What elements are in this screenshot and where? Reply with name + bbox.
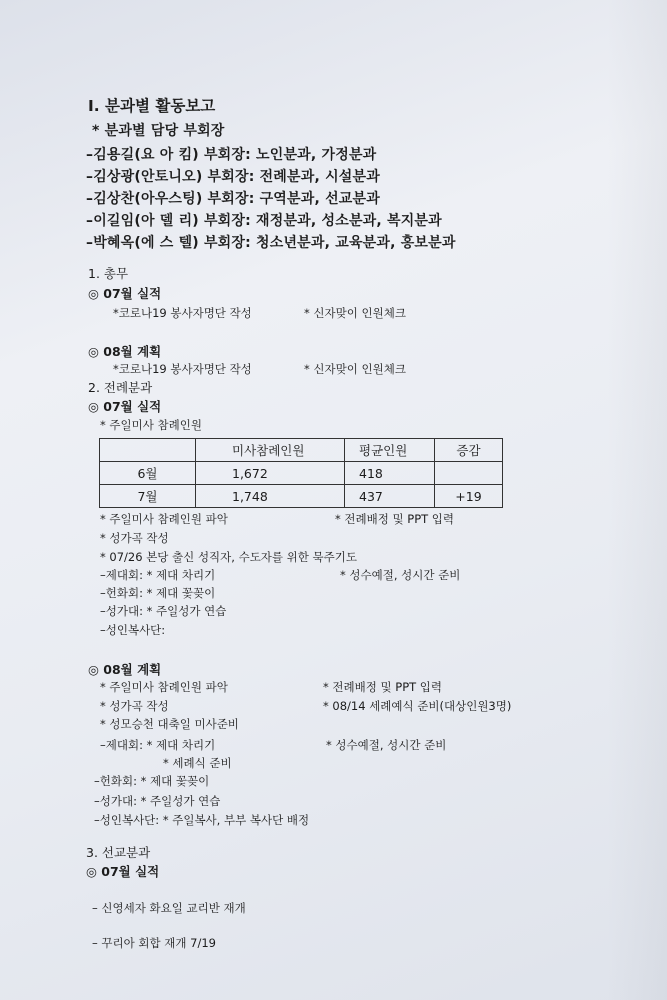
table-cell: 7월 xyxy=(100,485,196,508)
mission-item: – 꾸리아 회합 재개 7/19 xyxy=(92,936,216,950)
section-title: Ⅰ. 분과별 활동보고 xyxy=(88,97,216,115)
liturgy-aug-item: * 08/14 세례예식 준비(대상인원3명) xyxy=(323,699,512,713)
table-cell xyxy=(435,462,503,485)
general-aug-item: *코로나19 봉사자명단 작성 xyxy=(113,362,252,376)
table-row xyxy=(100,462,503,485)
liturgy-aug-item: * 세례식 준비 xyxy=(163,756,232,770)
table-cell: 1,748 xyxy=(196,485,345,508)
mission-item: – 신영세자 화요일 교리반 재개 xyxy=(92,901,246,915)
liturgy-july-item: * 07/26 본당 출신 성직자, 수도자를 위한 묵주기도 xyxy=(100,550,357,564)
liturgy-aug-item: –제대회: * 제대 차리기 xyxy=(100,738,216,752)
page-shadow xyxy=(607,0,667,1000)
table-header-cell: 증감 xyxy=(435,439,503,462)
liturgy-heading: 2. 전례분과 xyxy=(88,380,153,395)
table-cell: 1,672 xyxy=(196,462,345,485)
liturgy-july-item: –성가대: * 주일성가 연습 xyxy=(100,604,227,618)
liturgy-july-item: * 성가곡 작성 xyxy=(100,531,169,545)
liturgy-july-item: * 주일미사 참례인원 파악 xyxy=(100,512,228,526)
table-cell: 418 xyxy=(345,462,435,485)
officer-line: –김상광(안토니오) 부회장: 전례분과, 시설분과 xyxy=(86,169,380,185)
officers-subtitle: * 분과별 담당 부회장 xyxy=(92,123,225,139)
table-cell: 6월 xyxy=(100,462,196,485)
table-header-cell: 미사참례인원 xyxy=(196,439,345,462)
attendance-label: * 주일미사 참례인원 xyxy=(100,418,202,432)
liturgy-aug-item: * 성모승천 대축일 미사준비 xyxy=(100,717,239,731)
table-header-cell: 평균인원 xyxy=(345,439,435,462)
table-cell: 437 xyxy=(345,485,435,508)
general-july-item: * 신자맞이 인원체크 xyxy=(304,306,406,320)
officer-line: –김상찬(아우스팅) 부회장: 구역분과, 선교분과 xyxy=(86,191,380,207)
liturgy-july-item: * 전례배정 및 PPT 입력 xyxy=(335,512,455,526)
liturgy-aug-item: –헌화회: * 제대 꽃꽂이 xyxy=(94,774,210,788)
attendance-table xyxy=(99,438,503,508)
mission-july-heading: ◎ 07월 실적 xyxy=(86,864,160,879)
table-header-row xyxy=(100,439,503,462)
general-july-heading: ◎ 07월 실적 xyxy=(88,286,162,301)
liturgy-aug-item: * 전례배정 및 PPT 입력 xyxy=(323,680,443,694)
liturgy-july-item: –성인복사단: xyxy=(100,623,166,637)
liturgy-aug-heading: ◎ 08월 계획 xyxy=(88,662,162,677)
general-july-item: *코로나19 봉사자명단 작성 xyxy=(113,306,252,320)
mission-heading: 3. 선교분과 xyxy=(86,845,151,860)
general-aug-heading: ◎ 08월 계획 xyxy=(88,344,162,359)
general-heading: 1. 총무 xyxy=(88,266,129,281)
table-cell: +19 xyxy=(435,485,503,508)
liturgy-july-item: –제대회: * 제대 차리기 xyxy=(100,568,216,582)
officer-line: –김용길(요 아 킴) 부회장: 노인분과, 가정분과 xyxy=(86,147,377,163)
table-row xyxy=(100,485,503,508)
liturgy-aug-item: –성인복사단: * 주일복사, 부부 복사단 배정 xyxy=(94,813,310,827)
liturgy-aug-item: * 성가곡 작성 xyxy=(100,699,169,713)
table-header-cell xyxy=(100,439,196,462)
liturgy-aug-item: * 성수예절, 성시간 준비 xyxy=(326,738,447,752)
officer-line: –이길임(아 델 리) 부회장: 재정분과, 성소분과, 복지분과 xyxy=(86,213,442,229)
liturgy-july-item: * 성수예절, 성시간 준비 xyxy=(340,568,461,582)
liturgy-july-heading: ◎ 07월 실적 xyxy=(88,399,162,414)
officer-line: –박혜옥(에 스 텔) 부회장: 청소년분과, 교육분과, 홍보분과 xyxy=(86,235,456,251)
liturgy-july-item: –헌화회: * 제대 꽃꽂이 xyxy=(100,586,216,600)
liturgy-aug-item: * 주일미사 참례인원 파악 xyxy=(100,680,228,694)
liturgy-aug-item: –성가대: * 주일성가 연습 xyxy=(94,794,221,808)
general-aug-item: * 신자맞이 인원체크 xyxy=(304,362,406,376)
